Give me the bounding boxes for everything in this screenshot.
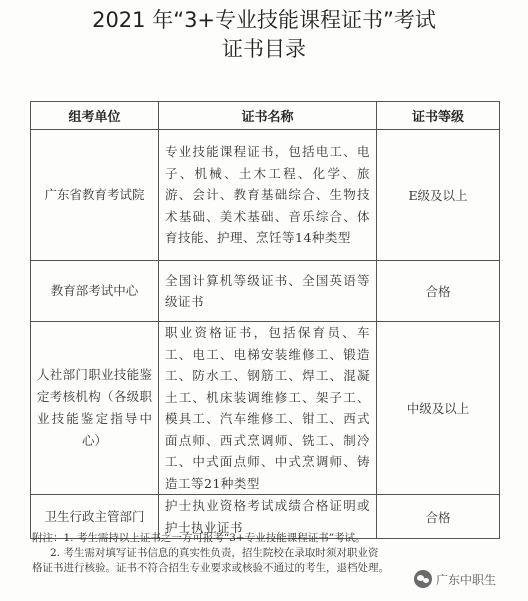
watermark-text: 广东中职生 [436,572,497,587]
header-name: 证书名称 [159,102,377,130]
document-title [0,6,528,64]
wechat-icon [414,570,432,588]
cell-name: 护士执业资格考试成绩合格证明或护士执业证书 [159,495,377,539]
cell-level: E级及以上 [377,130,500,261]
header-level: 证书等级 [377,102,500,130]
cell-unit: 广东省教育考试院 [31,130,159,261]
table-row [31,261,500,322]
cell-level: 中级及以上 [377,322,500,495]
table-row [31,322,500,495]
table-row [31,130,500,261]
cell-level: 合格 [377,495,500,539]
cell-name: 专业技能课程证书，包括电工、电子、机械、土木工程、化学、旅游、会计、教育基础综合、生物技术基础、美术基础、音乐综合、体育技能、护理、烹饪等14种类型 [159,130,377,261]
header-unit: 组考单位 [31,102,159,130]
cell-name: 职业资格证书，包括保育员、车工、电工、电梯安装维修工、锻造工、防水工、钢筋工、焊工、混凝土工、机床装调维修工、架子工、模具工、汽车维修工、钳工、西式面点师、西式烹调师、铣工、制冷工、中式面点师、中式烹调师、铸造工等21种类型 [159,322,377,495]
cell-unit: 人社部门职业技能鉴定考核机构（各级职业技能鉴定指导中心） [31,322,159,495]
cell-unit: 卫生行政主管部门 [31,495,159,539]
title-line-1: 2021 年“3+专业技能课程证书”考试 [92,8,436,32]
certificate-table [30,101,500,539]
title-line-2: 证书目录 [222,37,306,61]
table-header-row [31,102,500,130]
cell-name: 全国计算机等级证书、全国英语等级证书 [159,261,377,322]
cell-unit: 教育部考试中心 [31,261,159,322]
note-2: 2. 考生需对填写证书信息的真实性负责，招生院校在录取时须对职业资 [50,547,379,559]
watermark [414,570,496,588]
cell-level: 合格 [377,261,500,322]
note-2-continued: 格证书进行核验。证书不符合招生专业要求或核验不通过的考生，退档处理。 [32,562,389,574]
note-1: 附注：1. 考生需持以上证书之一方可报考“3+专业技能课程证书”考试。 [32,532,366,544]
